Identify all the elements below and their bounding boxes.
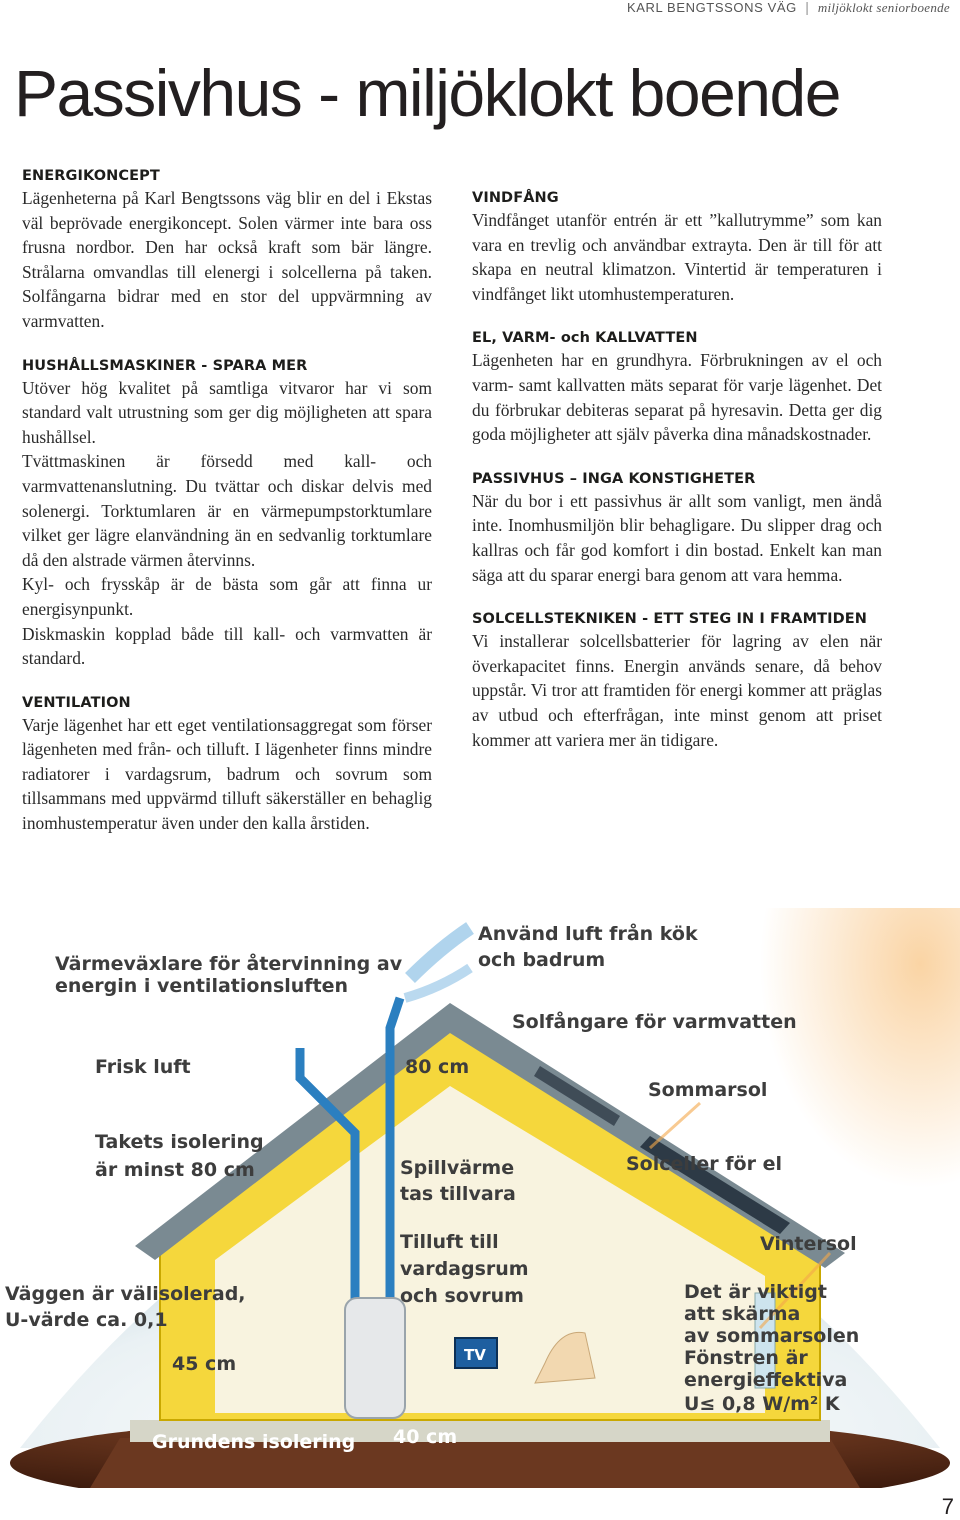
label-vaggen-1: Väggen är välisolerad, — [5, 1283, 246, 1305]
label-sommarsol: Sommarsol — [648, 1079, 768, 1101]
label-solfangare: Solfångare för varmvatten — [512, 1011, 797, 1033]
section-passivhus — [472, 471, 882, 587]
label-viktigt-1: Det är viktigt — [684, 1281, 827, 1303]
section-text: Tvättmaskinen är försedd med kall- och varmvattenanslutning. Du tvättar och diskar delvis med solenergi. Torktumlaren är en värmepumpstorktumlare vilket ger lägre elanvändning än en sedvanlig torktumlare då den alstrade värmen återvinns. — [22, 451, 432, 570]
left-column — [22, 168, 432, 860]
section-heading: PASSIVHUS – INGA KONSTIGHETER — [472, 470, 756, 487]
label-viktigt-4: Fönstren är — [684, 1347, 808, 1369]
section-hushallsmaskiner — [22, 358, 432, 671]
label-viktigt-2: att skärma — [684, 1303, 801, 1325]
label-spill-1: Spillvärme — [400, 1157, 515, 1179]
section-text: Lägenheterna på Karl Bengtssons väg blir en del i Ekstas väl beprövade energikoncept. Solen värmer inte bara oss frusna nordbor. Den har också kraft som bär längre. Strålarna omvandlas till elenergi i solcellerna på taken. Solfångarna bidrar med en stor del uppvärmning av varmvatten. — [22, 188, 432, 331]
section-text: Kyl- och frysskåp är de bästa som går att finna ur energisynpunkt. — [22, 574, 432, 619]
tv-label: TV — [464, 1346, 486, 1364]
label-vaggen-2: U-värde ca. 0,1 — [5, 1309, 168, 1331]
label-vintersol: Vintersol — [760, 1233, 857, 1255]
passive-house-illustration — [0, 908, 960, 1488]
label-40cm: 40 cm — [393, 1426, 458, 1448]
section-solcellstekniken — [472, 611, 882, 752]
label-varmevaxlare-2: energin i ventilationsluften — [55, 975, 349, 997]
ventilation-unit — [345, 1298, 405, 1418]
section-text: Varje lägenhet har ett eget ventilationsaggregat som förser lägenheten med från- och tilluft. I lägenheter finns mindre radiatorer i vardagsrum, badrum och sovrum som tillsammans med uppvärmd tilluft säkerställer en behaglig inomhustemperatur även under den kalla årstiden. — [22, 714, 432, 834]
label-anvand-1: Använd luft från kök — [478, 923, 698, 945]
section-text: Lägenheten har en grundhyra. Förbrukningen av el och varm- samt kallvatten mäts separat för varje lägenhet. Det du förbrukar debiteras separat på hyresavin. Detta ger dig goda möjligheter att själv påverka dina månadskostnader. — [472, 350, 882, 445]
label-tilluft-2: vardagsrum — [400, 1258, 529, 1280]
label-frisk-luft: Frisk luft — [95, 1056, 191, 1078]
label-viktigt-3: av sommarsolen — [684, 1325, 860, 1347]
section-heading: HUSHÅLLSMASKINER - SPARA MER — [22, 357, 308, 374]
running-head — [627, 0, 950, 16]
section-heading: VINDFÅNG — [472, 190, 559, 206]
label-grundens: Grundens isolering — [152, 1431, 356, 1453]
right-column — [472, 190, 882, 776]
section-text: När du bor i ett passivhus är allt som vanligt, men ändå inte. Inomhusmiljön blir behagligare. Du slipper drag och kallras och får god komfort i din bostad. Enkelt kan man säga att du sparar energi bara genom att vara hemma. — [472, 490, 882, 585]
label-takets-2: är minst 80 cm — [95, 1159, 255, 1181]
label-varmevaxlare-1: Värmeväxlare för återvinning av — [55, 953, 403, 975]
section-text: Vindfånget utanför entrén är ett ”kallutrymme” som kan vara en trevlig och användbar extrayta. Den är till för att skapa en neutral klimatzon. Vintertid är temperaturen i vindfånget likt utomhustemperaturen. — [472, 210, 882, 304]
section-energikoncept — [22, 168, 432, 334]
section-text: Vi installerar solcellsbatterier för lagring av elen när överkapacitet finns. Energin används senare, då behov uppstår. Vi tror att framtiden för energi kommer att präglas av utbud och efterfrågan, inte minst genom att priset kommer att variera mer än tidigare. — [472, 631, 882, 750]
label-tilluft-3: och sovrum — [400, 1285, 524, 1307]
label-spill-2: tas tillvara — [400, 1183, 516, 1205]
label-viktigt-6: U≤ 0,8 W/m² K — [684, 1393, 840, 1415]
running-head-subtitle: miljöklokt seniorboende — [817, 0, 950, 15]
label-45cm: 45 cm — [172, 1353, 237, 1375]
section-heading: ENERGIKONCEPT — [22, 168, 160, 184]
label-anvand-2: och badrum — [478, 949, 606, 971]
section-text: Diskmaskin kopplad både till kall- och varmvatten är standard. — [22, 623, 432, 669]
house-diagram — [0, 908, 960, 1488]
label-80cm: 80 cm — [405, 1056, 470, 1078]
running-head-brand: KARL BENGTSSONS VÄG — [626, 0, 797, 15]
page-number: 7 — [941, 1494, 954, 1519]
section-text: Utöver hög kvalitet på samtliga vitvaror har vi som standard valt utrustning som ger dig möjligheten att spara hushållsel. — [22, 377, 432, 447]
label-takets-1: Takets isolering — [95, 1131, 264, 1153]
section-ventilation — [22, 695, 432, 836]
label-solceller: Solceller för el — [626, 1153, 782, 1175]
section-vindfang — [472, 190, 882, 306]
section-heading: VENTILATION — [22, 694, 131, 711]
label-tilluft-1: Tilluft till — [400, 1231, 499, 1253]
section-el-vatten — [472, 330, 882, 446]
page-title: Passivhus - miljöklokt boende — [14, 56, 840, 130]
section-heading: SOLCELLSTEKNIKEN - ETT STEG IN I FRAMTIDEN — [472, 611, 867, 628]
section-heading: EL, VARM- och KALLVATTEN — [472, 330, 698, 347]
running-head-separator: | — [804, 1, 810, 16]
label-viktigt-5: energieffektiva — [684, 1369, 848, 1391]
